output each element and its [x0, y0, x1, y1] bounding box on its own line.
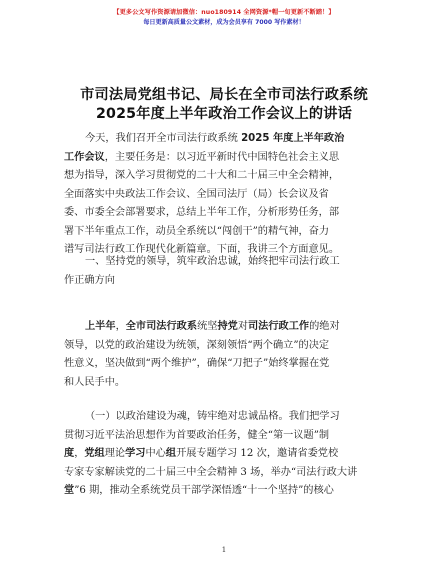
page-number: 1 — [221, 546, 227, 554]
promo-banner-blue: 每日更新高质量公文素材，成为会员享有 7000 写作素材！ — [143, 19, 305, 26]
paragraph-line: 署下半年重点工作，动员全系统以“闯创干”的精气神，奋力 — [64, 225, 330, 237]
paragraph-line: 上半年，全市司法行政系统坚持党对司法行政工作的绝对 — [85, 321, 340, 332]
paragraph-political-building — [64, 408, 386, 501]
paragraph-line: 性意义，坚决做到“两个维护”，确保“刀把子”始终掌握在党 — [64, 358, 330, 369]
paragraph-line: 贯彻习近平法治思想作为首要政治任务，健全“第一议题”制 — [64, 429, 330, 441]
paragraph-line: 谱写司法行政工作现代化新篇章。下面，我讲三个方面意见。 — [64, 244, 340, 255]
heading-line: 一、坚持党的领导，筑牢政治忠诚，始终把牢司法行政工 — [85, 256, 340, 267]
section-heading-1 — [64, 253, 386, 290]
paragraph-line: 想为指导，深入学习贯彻党的二十大和二十届三中全会精神， — [64, 170, 340, 181]
paragraph-line: 堂”6 期，推动全系统党员干部学深悟透“十一个坚持”的核心 — [64, 485, 334, 496]
paragraph-line: 全面落实中央政法工作会议、全国司法厅（局）长会议及省 — [64, 188, 329, 200]
document-title-line-2: 2025年度上半年政治工作会议上的讲话 — [95, 106, 353, 122]
document-title-line-1: 市司法局党组书记、局长在全市司法行政系统 — [80, 87, 368, 103]
paragraph-line: 专家专家解读党的二十届三中全会精神 3 场，举办“司法行政大讲 — [64, 466, 358, 478]
paragraph-first-half-year — [64, 318, 386, 392]
paragraph-line: 和人民手中。 — [64, 376, 126, 388]
heading-line: 作正确方向 — [64, 274, 115, 286]
paragraph-line: 领导，以党的政治建设为统领，深刻领悟“两个确立”的决定 — [64, 339, 330, 351]
paragraph-line: 度，党组理论学习中心组开展专题学习 12 次，邀请省委党校 — [64, 448, 339, 459]
promo-banner-red: 【更多公文写作资源请加微信：nuo180914 全网资源*帽一旬更新不断踏！】 — [113, 9, 335, 16]
paragraph-line: （一）以政治建设为魂，铸牢绝对忠诚品格。我们把学习 — [85, 411, 340, 422]
paragraph-intro — [64, 130, 386, 260]
paragraph-line: 委、市委全会部署要求，总结上半年工作，分析形势任务，部 — [64, 207, 340, 218]
paragraph-line: 今天，我们召开全市司法行政系统 2025 年度上半年政治 — [85, 133, 345, 144]
paragraph-line: 工作会议，主要任务是：以习近平新时代中国特色社会主义思 — [64, 151, 340, 163]
